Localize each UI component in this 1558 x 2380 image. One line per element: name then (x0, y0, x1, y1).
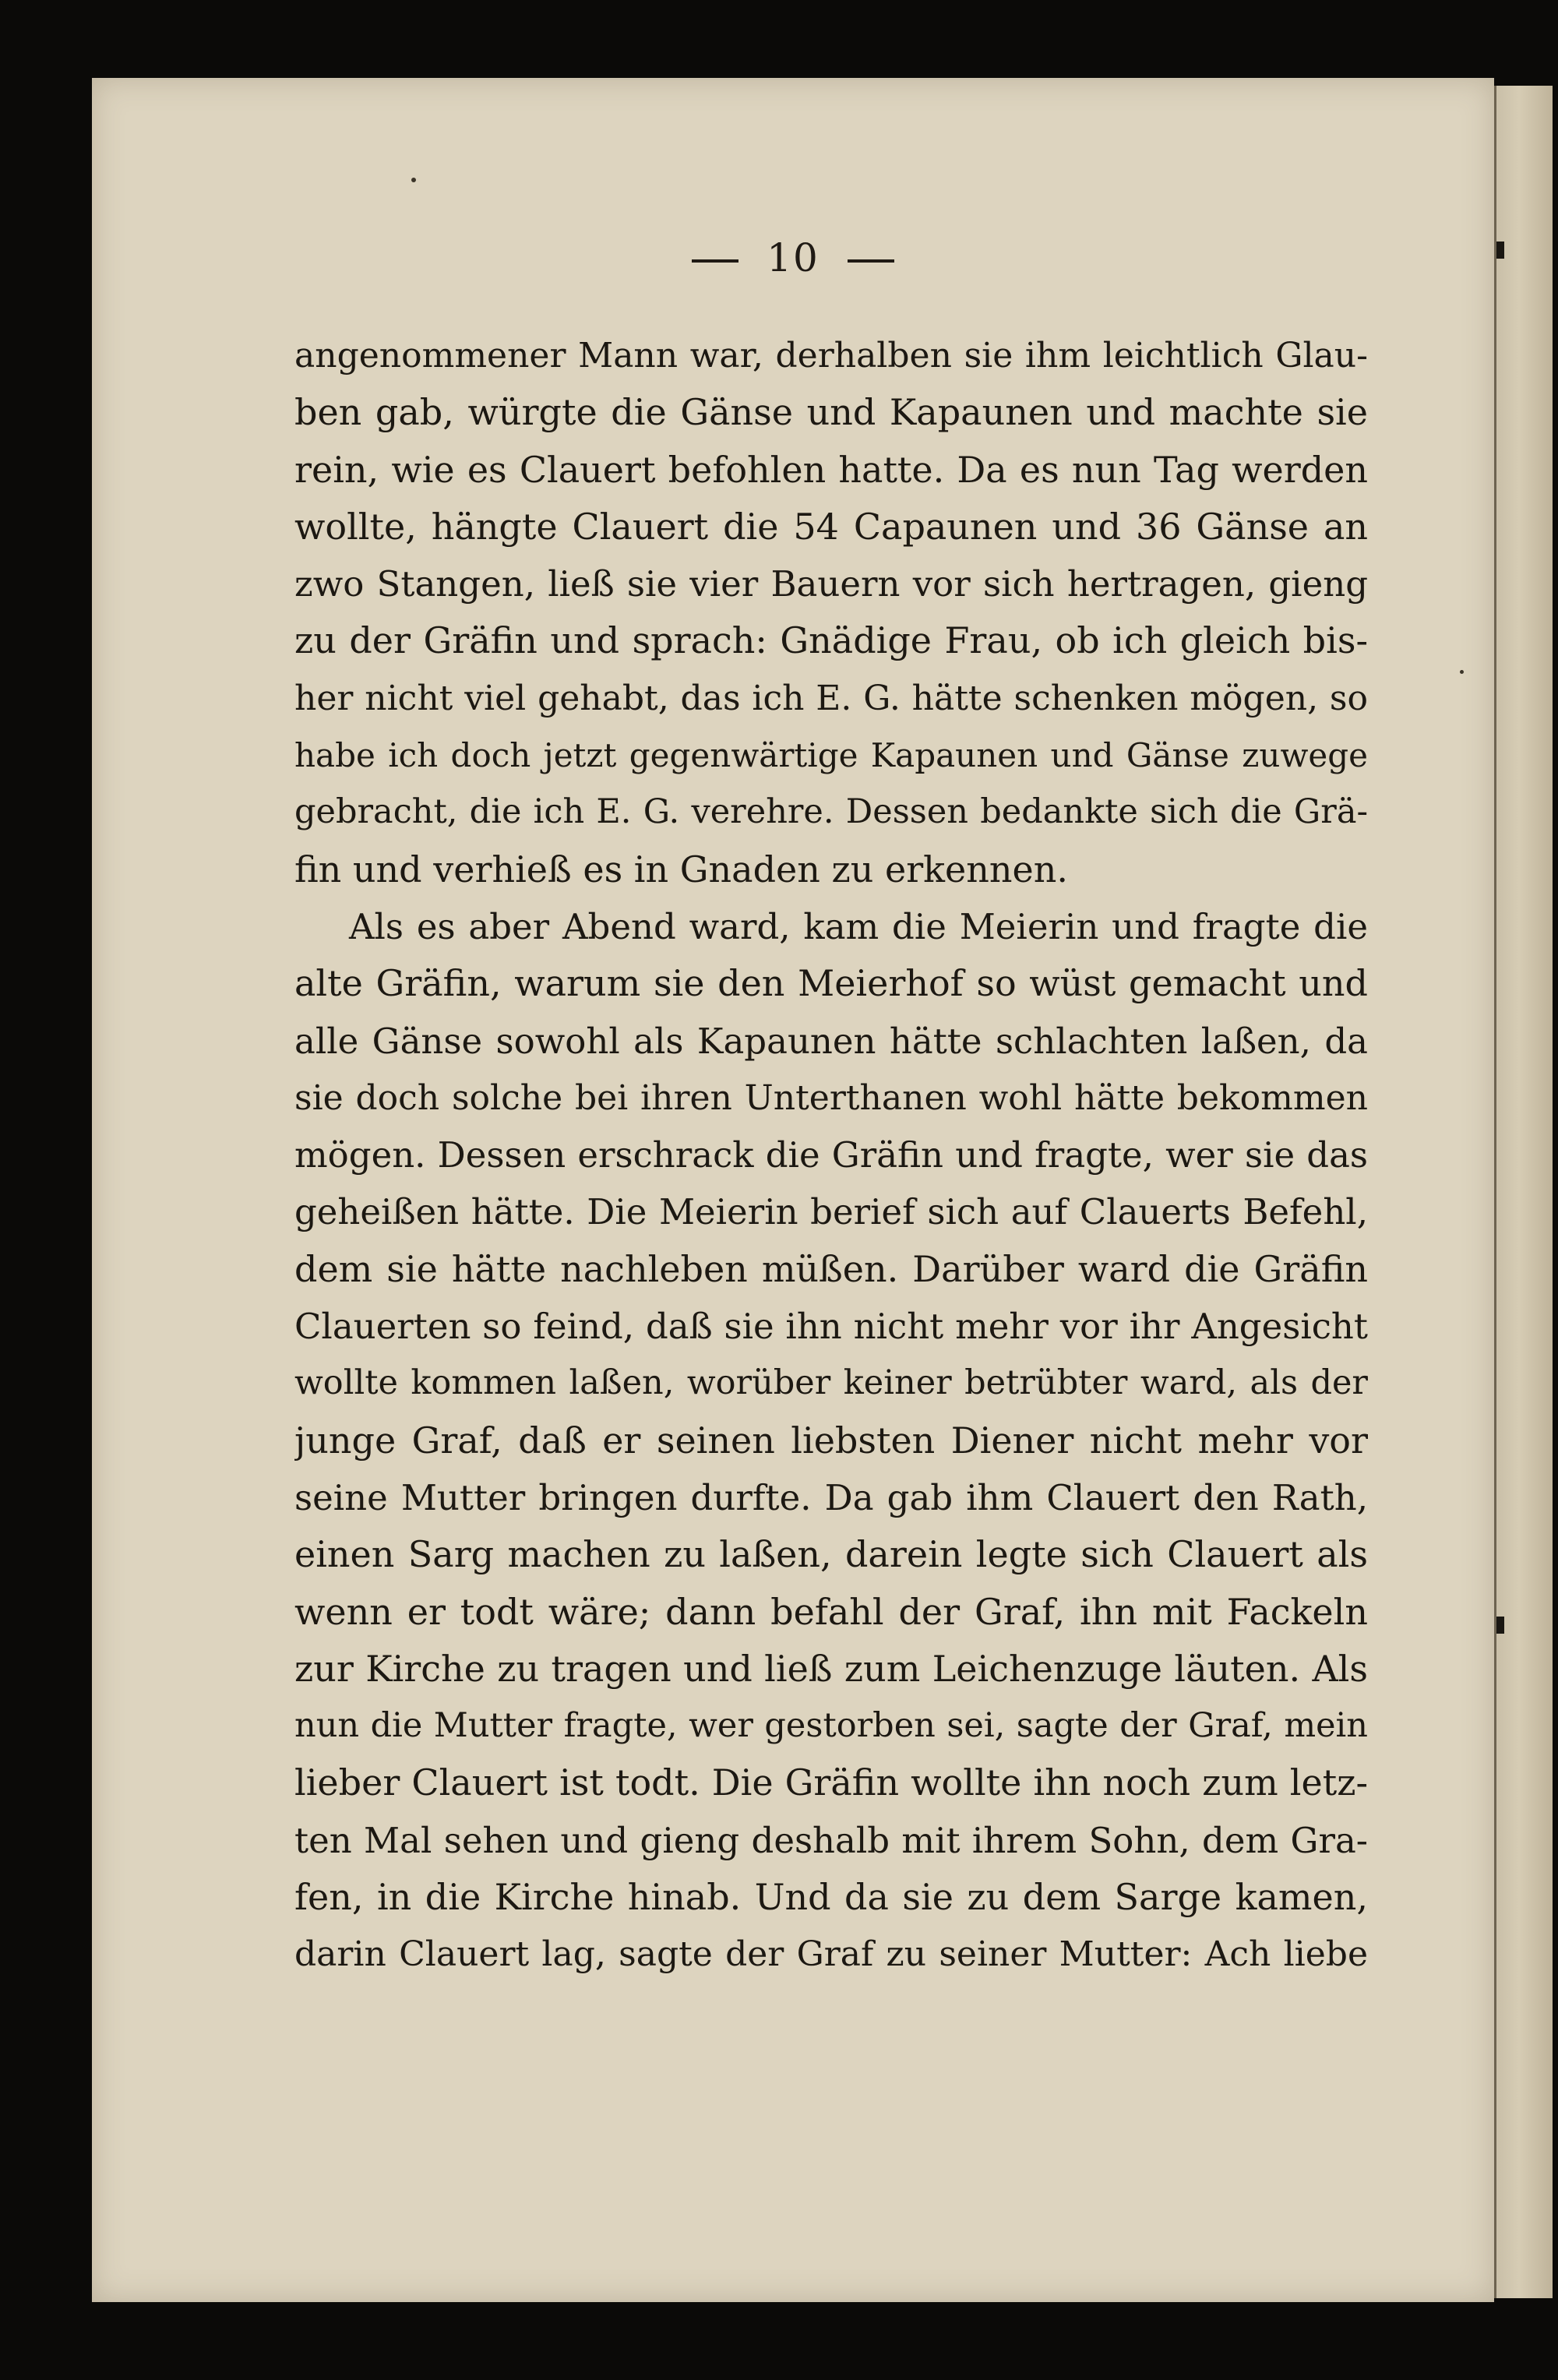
text-line: geheißen hätte. Die Meierin berief sich auf Clauerts Befehl, (294, 1191, 1368, 1233)
edge-mark (1496, 1617, 1504, 1634)
text-line: fin und verhieß es in Gnaden zu erkennen. (294, 848, 1068, 890)
text-line: sie doch solche bei ihren Unterthanen wohl hätte bekommen (294, 1077, 1368, 1118)
page-header (92, 235, 1494, 280)
text-line: angenommener Mann war, derhalben sie ihm leichtlich Glau- (294, 336, 1368, 376)
header-dash-left (692, 259, 738, 263)
header-dash-right (848, 259, 894, 263)
text-line: her nicht viel gehabt, das ich E. G. hätte schenken mögen, so (294, 678, 1368, 718)
text-line: Als es aber Abend ward, kam die Meierin und fragte die (349, 905, 1368, 947)
text-line: zur Kirche zu tragen und ließ zum Leichenzuge läuten. Als (294, 1647, 1368, 1690)
body-text (294, 327, 1368, 1983)
text-line: junge Graf, daß er seinen liebsten Diener nicht mehr vor (294, 1419, 1368, 1461)
text-line: darin Clauert lag, sagte der Graf zu seiner Mutter: Ach liebe (294, 1934, 1368, 1975)
text-line: gebracht, die ich E. G. verehre. Dessen bedankte sich die Grä- (294, 792, 1368, 832)
text-line: alle Gänse sowohl als Kapaunen hätte schlachten laßen, da (294, 1020, 1368, 1062)
next-page-edge (1494, 86, 1553, 2298)
text-line: mögen. Dessen erschrack die Gräfin und fragte, wer sie das (294, 1134, 1368, 1176)
text-line: wollte kommen laßen, worüber keiner betrübter ward, als der (294, 1363, 1368, 1403)
text-line: habe ich doch jetzt gegenwärtige Kapaunen und Gänse zuwege (294, 736, 1368, 775)
text-line: seine Mutter bringen durfte. Da gab ihm Clauert den Rath, (294, 1476, 1368, 1518)
text-line: zu der Gräfin und sprach: Gnädige Frau, ob ich gleich bis- (294, 619, 1368, 662)
text-line: lieber Clauert ist todt. Die Gräfin wollte ihn noch zum letz- (294, 1761, 1368, 1804)
text-line: wenn er todt wäre; dann befahl der Graf, ihn mit Fackeln (294, 1590, 1368, 1633)
text-line: ten Mal sehen und gieng deshalb mit ihrem Sohn, dem Gra- (294, 1819, 1368, 1861)
edge-mark (1496, 242, 1504, 259)
paper-speck (411, 178, 416, 182)
text-line: einen Sarg machen zu laßen, darein legte sich Clauert als (294, 1533, 1368, 1576)
page-number: 10 (767, 235, 820, 280)
text-line: alte Gräfin, warum sie den Meierhof so wüst gemacht und (294, 962, 1368, 1005)
text-line: zwo Stangen, ließ sie vier Bauern vor sich hertragen, gieng (294, 563, 1368, 605)
text-line: ben gab, würgte die Gänse und Kapaunen und machte sie (294, 391, 1368, 434)
text-line: rein, wie es Clauert befohlen hatte. Da es nun Tag werden (294, 448, 1368, 491)
paper-speck (1460, 670, 1464, 674)
text-line: nun die Mutter fragte, wer gestorben sei, sagte der Graf, mein (294, 1706, 1368, 1746)
text-line: Clauerten so feind, daß sie ihn nicht mehr vor ihr Angesicht (294, 1306, 1368, 1348)
text-line: fen, in die Kirche hinab. Und da sie zu dem Sarge kamen, (294, 1876, 1368, 1919)
text-line: dem sie hätte nachleben müßen. Darüber ward die Gräfin (294, 1247, 1368, 1290)
text-line: wollte, hängte Clauert die 54 Capaunen und 36 Gänse an (294, 505, 1368, 548)
